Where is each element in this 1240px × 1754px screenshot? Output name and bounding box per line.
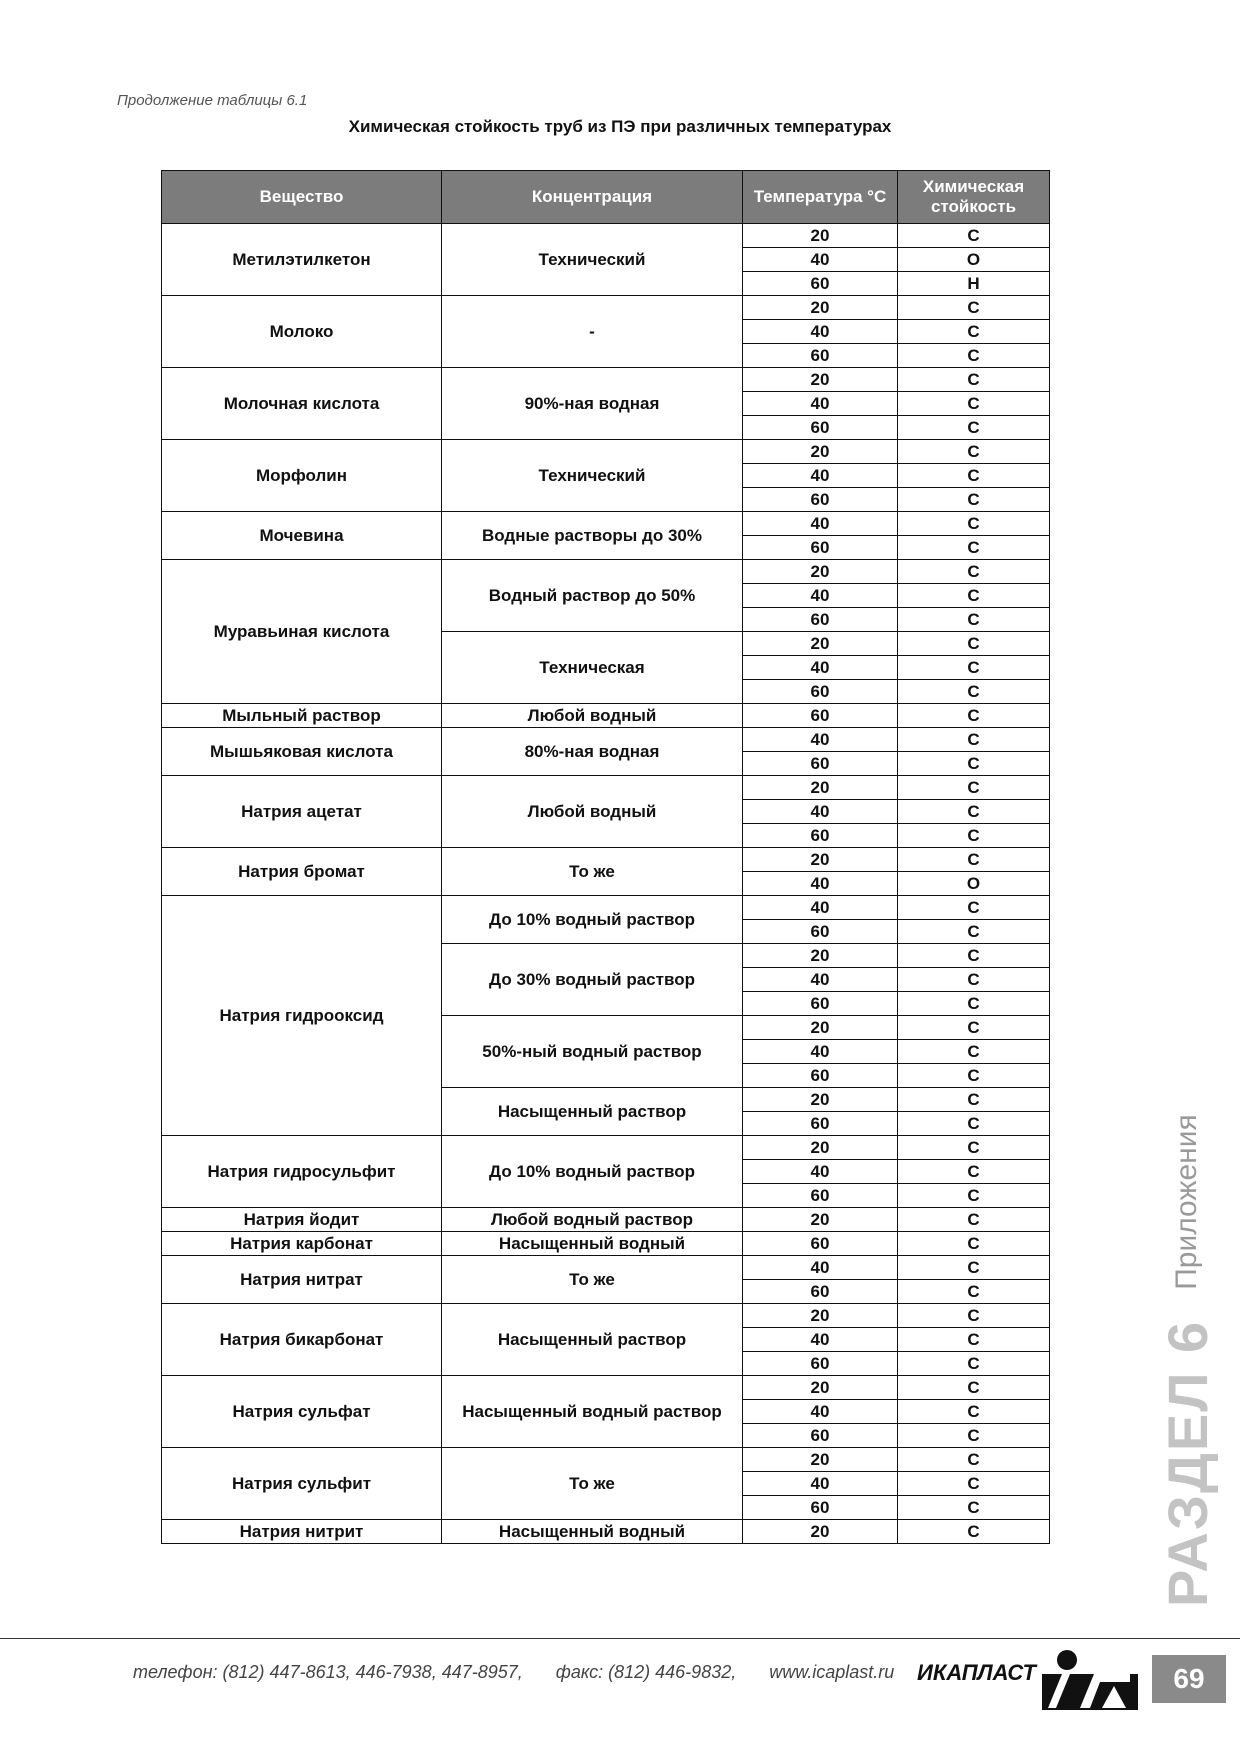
temperature-cell: 60 [743, 704, 898, 728]
concentration-cell: Технический [442, 224, 743, 296]
resistance-cell: С [898, 536, 1050, 560]
temperature-cell: 40 [743, 1040, 898, 1064]
resistance-cell: С [898, 392, 1050, 416]
resistance-cell: С [898, 752, 1050, 776]
temperature-cell: 40 [743, 320, 898, 344]
concentration-cell: Насыщенный водный [442, 1232, 743, 1256]
footer-website-link[interactable]: www.icaplast.ru [769, 1662, 895, 1682]
resistance-cell: С [898, 1400, 1050, 1424]
section-name: Приложения [1170, 1114, 1203, 1290]
resistance-cell: С [898, 488, 1050, 512]
resistance-cell: С [898, 1472, 1050, 1496]
concentration-cell: Водные растворы до 30% [442, 512, 743, 560]
resistance-cell: С [898, 1088, 1050, 1112]
temperature-cell: 60 [743, 992, 898, 1016]
resistance-cell: С [898, 1208, 1050, 1232]
resistance-cell: С [898, 920, 1050, 944]
resistance-cell: С [898, 632, 1050, 656]
resistance-cell: С [898, 848, 1050, 872]
chemical-resistance-table [161, 170, 1050, 1544]
section-side-label [1152, 1047, 1222, 1607]
temperature-cell: 20 [743, 1136, 898, 1160]
resistance-cell: О [898, 248, 1050, 272]
document-title: Химическая стойкость труб из ПЭ при различных температурах [348, 117, 892, 136]
resistance-cell: С [898, 728, 1050, 752]
column-header-temperature: Температура °C [743, 171, 898, 224]
resistance-cell: С [898, 1448, 1050, 1472]
substance-cell: Натрия гидрооксид [162, 896, 442, 1136]
resistance-cell: С [898, 800, 1050, 824]
footer-divider [0, 1638, 1240, 1639]
resistance-cell: С [898, 440, 1050, 464]
table-row [162, 848, 1050, 872]
substance-cell: Натрия карбонат [162, 1232, 442, 1256]
temperature-cell: 40 [743, 512, 898, 536]
table-row [162, 1256, 1050, 1280]
temperature-cell: 60 [743, 344, 898, 368]
temperature-cell: 60 [743, 824, 898, 848]
table-row [162, 224, 1050, 248]
temperature-cell: 40 [743, 728, 898, 752]
resistance-cell: С [898, 608, 1050, 632]
temperature-cell: 60 [743, 1112, 898, 1136]
temperature-cell: 20 [743, 776, 898, 800]
substance-cell: Натрия йодит [162, 1208, 442, 1232]
resistance-cell: С [898, 1328, 1050, 1352]
temperature-cell: 40 [743, 968, 898, 992]
temperature-cell: 40 [743, 392, 898, 416]
column-header-resistance: Химическая стойкость [898, 171, 1050, 224]
concentration-cell: Насыщенный раствор [442, 1304, 743, 1376]
concentration-cell: 90%-ная водная [442, 368, 743, 440]
resistance-cell: С [898, 560, 1050, 584]
table-header-row [162, 171, 1050, 224]
table-row [162, 728, 1050, 752]
concentration-cell: - [442, 296, 743, 368]
footer-contacts [133, 1662, 922, 1683]
table-row [162, 296, 1050, 320]
temperature-cell: 40 [743, 656, 898, 680]
substance-cell: Натрия бикарбонат [162, 1304, 442, 1376]
concentration-cell: То же [442, 1256, 743, 1304]
resistance-cell: С [898, 416, 1050, 440]
resistance-cell: С [898, 296, 1050, 320]
temperature-cell: 20 [743, 944, 898, 968]
substance-cell: Натрия гидросульфит [162, 1136, 442, 1208]
temperature-cell: 60 [743, 680, 898, 704]
resistance-cell: С [898, 1424, 1050, 1448]
temperature-cell: 20 [743, 560, 898, 584]
resistance-cell: С [898, 1112, 1050, 1136]
resistance-cell: С [898, 584, 1050, 608]
temperature-cell: 40 [743, 584, 898, 608]
resistance-cell: С [898, 1040, 1050, 1064]
table-body [162, 224, 1050, 1544]
resistance-cell: С [898, 224, 1050, 248]
concentration-cell: То же [442, 848, 743, 896]
table-row [162, 512, 1050, 536]
temperature-cell: 60 [743, 1064, 898, 1088]
brand-logo [1040, 1648, 1140, 1719]
temperature-cell: 20 [743, 440, 898, 464]
temperature-cell: 20 [743, 1304, 898, 1328]
resistance-cell: С [898, 1352, 1050, 1376]
resistance-cell: С [898, 824, 1050, 848]
substance-cell: Мыльный раствор [162, 704, 442, 728]
temperature-cell: 20 [743, 368, 898, 392]
table-row [162, 1232, 1050, 1256]
temperature-cell: 20 [743, 1448, 898, 1472]
table-caption: Продолжение таблицы 6.1 [117, 92, 308, 109]
temperature-cell: 60 [743, 1232, 898, 1256]
temperature-cell: 60 [743, 272, 898, 296]
temperature-cell: 60 [743, 1424, 898, 1448]
resistance-cell: С [898, 1160, 1050, 1184]
substance-cell: Натрия бромат [162, 848, 442, 896]
temperature-cell: 20 [743, 1376, 898, 1400]
temperature-cell: 60 [743, 536, 898, 560]
substance-cell: Метилэтилкетон [162, 224, 442, 296]
page-number: 69 [1152, 1655, 1226, 1703]
substance-cell: Мочевина [162, 512, 442, 560]
resistance-cell: С [898, 1184, 1050, 1208]
table-row [162, 1448, 1050, 1472]
concentration-cell: То же [442, 1448, 743, 1520]
concentration-cell: До 30% водный раствор [442, 944, 743, 1016]
resistance-cell: С [898, 896, 1050, 920]
temperature-cell: 20 [743, 632, 898, 656]
resistance-cell: С [898, 1232, 1050, 1256]
substance-cell: Натрия нитрат [162, 1256, 442, 1304]
resistance-cell: С [898, 944, 1050, 968]
concentration-cell: Любой водный [442, 704, 743, 728]
temperature-cell: 40 [743, 1328, 898, 1352]
temperature-cell: 20 [743, 1016, 898, 1040]
resistance-cell: С [898, 1496, 1050, 1520]
temperature-cell: 60 [743, 1280, 898, 1304]
concentration-cell: Насыщенный водный раствор [442, 1376, 743, 1448]
table-row [162, 1304, 1050, 1328]
concentration-cell: Технический [442, 440, 743, 512]
table-row [162, 896, 1050, 920]
resistance-cell: С [898, 344, 1050, 368]
temperature-cell: 40 [743, 872, 898, 896]
substance-cell: Натрия ацетат [162, 776, 442, 848]
resistance-cell: С [898, 704, 1050, 728]
concentration-cell: Любой водный [442, 776, 743, 848]
column-header-concentration: Концентрация [442, 171, 743, 224]
resistance-cell: С [898, 1280, 1050, 1304]
substance-cell: Натрия сульфит [162, 1448, 442, 1520]
table-row [162, 440, 1050, 464]
table-row [162, 1376, 1050, 1400]
temperature-cell: 40 [743, 1472, 898, 1496]
temperature-cell: 40 [743, 800, 898, 824]
temperature-cell: 20 [743, 1520, 898, 1544]
resistance-cell: О [898, 872, 1050, 896]
temperature-cell: 60 [743, 920, 898, 944]
temperature-cell: 20 [743, 224, 898, 248]
temperature-cell: 60 [743, 488, 898, 512]
substance-cell: Мышьяковая кислота [162, 728, 442, 776]
temperature-cell: 40 [743, 1160, 898, 1184]
temperature-cell: 60 [743, 416, 898, 440]
temperature-cell: 20 [743, 1088, 898, 1112]
temperature-cell: 40 [743, 464, 898, 488]
substance-cell: Молоко [162, 296, 442, 368]
resistance-cell: С [898, 1256, 1050, 1280]
temperature-cell: 40 [743, 896, 898, 920]
substance-cell: Натрия сульфат [162, 1376, 442, 1448]
concentration-cell: Насыщенный раствор [442, 1088, 743, 1136]
table-row [162, 1520, 1050, 1544]
concentration-cell: Любой водный раствор [442, 1208, 743, 1232]
concentration-cell: Водный раствор до 50% [442, 560, 743, 632]
table-row [162, 776, 1050, 800]
table-row [162, 1136, 1050, 1160]
concentration-cell: 50%-ный водный раствор [442, 1016, 743, 1088]
temperature-cell: 40 [743, 248, 898, 272]
temperature-cell: 20 [743, 1208, 898, 1232]
resistance-cell: С [898, 776, 1050, 800]
temperature-cell: 60 [743, 608, 898, 632]
temperature-cell: 60 [743, 1352, 898, 1376]
resistance-cell: С [898, 680, 1050, 704]
table-row [162, 368, 1050, 392]
brand-name: ИКАПЛАСТ [917, 1660, 1036, 1685]
resistance-cell: С [898, 968, 1050, 992]
resistance-cell: С [898, 656, 1050, 680]
resistance-cell: С [898, 1376, 1050, 1400]
concentration-cell: До 10% водный раствор [442, 896, 743, 944]
resistance-cell: С [898, 992, 1050, 1016]
substance-cell: Молочная кислота [162, 368, 442, 440]
resistance-cell: С [898, 1136, 1050, 1160]
resistance-cell: С [898, 368, 1050, 392]
footer-fax: факс: (812) 446-9832, [555, 1662, 737, 1682]
concentration-cell: Техническая [442, 632, 743, 704]
temperature-cell: 40 [743, 1400, 898, 1424]
temperature-cell: 20 [743, 296, 898, 320]
section-number: РАЗДЕЛ 6 [1155, 1319, 1219, 1607]
substance-cell: Муравьиная кислота [162, 560, 442, 704]
column-header-substance: Вещество [162, 171, 442, 224]
temperature-cell: 20 [743, 848, 898, 872]
concentration-cell: 80%-ная водная [442, 728, 743, 776]
footer-phone: телефон: (812) 447-8613, 446-7938, 447-8957, [133, 1662, 523, 1682]
substance-cell: Морфолин [162, 440, 442, 512]
table-row [162, 560, 1050, 584]
resistance-cell: С [898, 1064, 1050, 1088]
temperature-cell: 60 [743, 752, 898, 776]
substance-cell: Натрия нитрит [162, 1520, 442, 1544]
resistance-cell: С [898, 1520, 1050, 1544]
resistance-cell: С [898, 1016, 1050, 1040]
temperature-cell: 40 [743, 1256, 898, 1280]
concentration-cell: До 10% водный раствор [442, 1136, 743, 1208]
resistance-cell: С [898, 1304, 1050, 1328]
resistance-cell: С [898, 464, 1050, 488]
resistance-cell: С [898, 512, 1050, 536]
concentration-cell: Насыщенный водный [442, 1520, 743, 1544]
table-row [162, 704, 1050, 728]
temperature-cell: 60 [743, 1184, 898, 1208]
resistance-cell: Н [898, 272, 1050, 296]
table-row [162, 1208, 1050, 1232]
temperature-cell: 60 [743, 1496, 898, 1520]
resistance-cell: С [898, 320, 1050, 344]
